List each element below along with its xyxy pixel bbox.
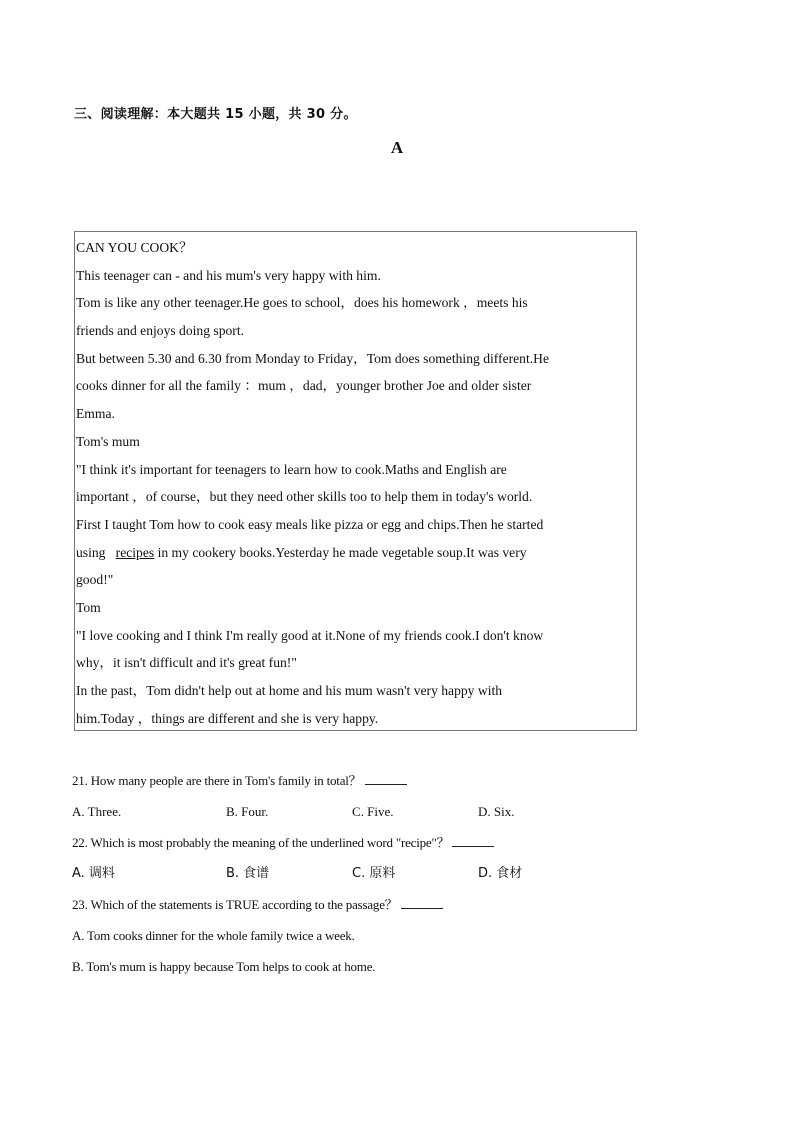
passage-line [76, 539, 635, 567]
underlined-word-recipes: recipes [115, 544, 155, 560]
passage-line: But between 5.30 and 6.30 from Monday to Friday，Tom does something different.He [76, 350, 549, 366]
statement-b: B. Tom's mum is happy because Tom helps to cook at home. [72, 959, 376, 974]
option-a: A. 调料 [72, 866, 115, 881]
questions [72, 768, 672, 985]
option-c: C. 原料 [352, 866, 396, 881]
passage-line: First I taught Tom how to cook easy meals like pizza or egg and chips.Then he started [76, 516, 544, 532]
answer-blank [365, 772, 407, 785]
passage-title: CAN YOU COOK？ [76, 240, 193, 255]
passage-label: A [390, 138, 404, 157]
section-heading: 三、阅读理解：本大题共 15 小题，共 30 分。 [74, 107, 357, 122]
option-d: D. 食材 [478, 866, 523, 881]
passage-line: important ，of course，but they need other skills too to help them in today's world. [76, 489, 533, 505]
passage-line: This teenager can - and his mum's very happy with him. [76, 267, 381, 283]
question-stem: 22. Which is most probably the meaning of the underlined word "recipe"？ [72, 835, 450, 850]
question-stem: 21. How many people are there in Tom's family in total？ [72, 773, 362, 788]
answer-blank [452, 834, 494, 847]
passage-line: "I love cooking and I think I'm really good at it.None of my friends cook.I don't know [76, 627, 544, 643]
question-23 [72, 892, 672, 923]
passage-text: in my cookery books.Yesterday he made vegetable soup.It was very [157, 544, 527, 560]
passage-text: using [76, 544, 106, 560]
passage-line: In the past，Tom didn't help out at home and his mum wasn't very happy with [76, 683, 503, 698]
question-21-options [72, 799, 672, 830]
passage-line: him.Today ，things are different and she is very happy. [76, 710, 379, 726]
option-a: A. Three. [72, 804, 122, 819]
option-b: B. 食谱 [226, 866, 270, 881]
passage-line: cooks dinner for all the family ：mum ，dad，younger brother Joe and older sister [76, 378, 532, 394]
option-b: B. Four. [226, 804, 269, 819]
question-stem: 23. Which of the statements is TRUE according to the passage？ [72, 897, 398, 912]
option-c: C. Five. [352, 804, 394, 819]
question-22-options [72, 861, 672, 892]
passage-line: Emma. [76, 406, 115, 422]
passage-line: good!" [76, 572, 114, 588]
passage-line: friends and enjoys doing sport. [76, 323, 245, 339]
statement-a: A. Tom cooks dinner for the whole family twice a week. [72, 928, 355, 943]
passage-speaker: Tom's mum [76, 433, 140, 449]
passage-line: "I think it's important for teenagers to learn how to cook.Maths and English are [76, 461, 507, 477]
option-d: D. Six. [478, 804, 515, 819]
passage-speaker: Tom [76, 599, 101, 615]
answer-blank [401, 896, 443, 909]
passage-line: why，it isn't difficult and it's great fun!" [76, 655, 297, 671]
question-21 [72, 768, 672, 799]
passage-box [74, 231, 637, 731]
question-22 [72, 830, 672, 861]
passage-line: Tom is like any other teenager.He goes to school，does his homework ，meets his [76, 295, 528, 311]
